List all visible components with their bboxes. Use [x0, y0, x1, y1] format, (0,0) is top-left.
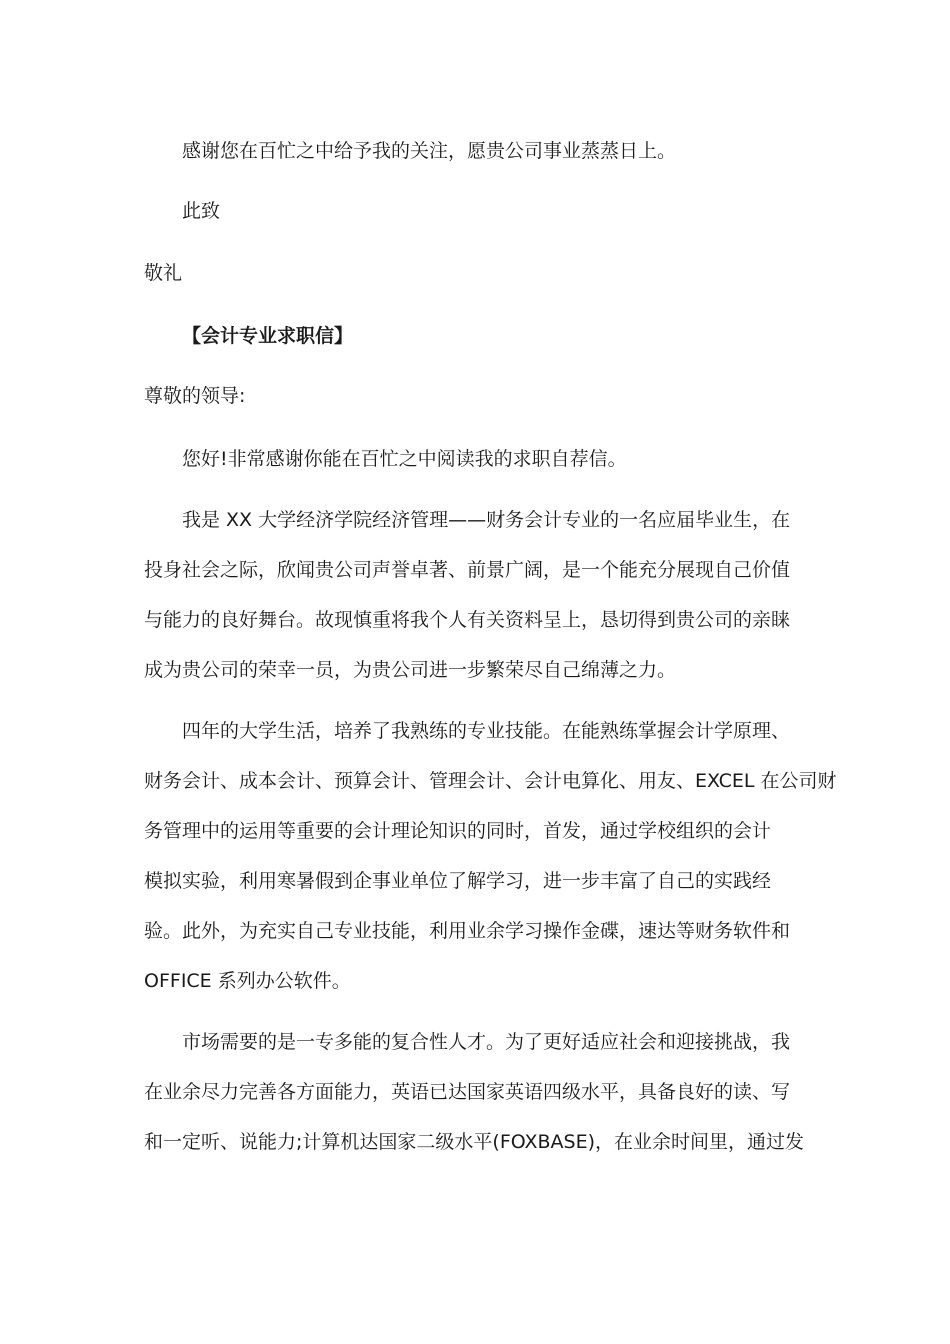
paragraph-2-line: 四年的大学生活，培养了我熟练的专业技能。在能熟练掌握会计学原理、 [182, 720, 791, 742]
paragraph-3-line: 和一定听、说能力;计算机达国家二级水平(FOXBASE)，在业余时间里，通过发 [144, 1131, 805, 1153]
greeting-line: 您好!非常感谢你能在百忙之中阅读我的求职自荐信。 [182, 448, 627, 470]
salutation: 尊敬的领导: [144, 385, 246, 407]
closing-cizhi: 此致 [182, 200, 221, 222]
paragraph-1-line: 与能力的良好舞台。故现慎重将我个人有关资料呈上，恳切得到贵公司的亲睐 [144, 609, 791, 631]
paragraph-1-line: 我是 XX 大学经济学院经济管理——财务会计专业的一名应届毕业生，在 [182, 509, 791, 531]
paragraph-3-line: 市场需要的是一专多能的复合性人才。为了更好适应社会和迎接挑战，我 [182, 1031, 791, 1053]
paragraph-2-line: 务管理中的运用等重要的会计理论知识的同时，首发，通过学校组织的会计 [144, 820, 772, 842]
closing-jingli: 敬礼 [144, 262, 183, 284]
closing-thanks-line: 感谢您在百忙之中给予我的关注，愿贵公司事业蒸蒸日上。 [182, 140, 677, 162]
paragraph-2-line: 模拟实验，利用寒暑假到企事业单位了解学习，进一步丰富了自己的实践经 [144, 870, 772, 892]
paragraph-1-line: 成为贵公司的荣幸一员，为贵公司进一步繁荣尽自己绵薄之力。 [144, 659, 677, 681]
paragraph-2-line: OFFICE 系列办公软件。 [144, 970, 351, 992]
paragraph-3-line: 在业余尽力完善各方面能力，英语已达国家英语四级水平，具备良好的读、写 [144, 1081, 791, 1103]
paragraph-2-line: 财务会计、成本会计、预算会计、管理会计、会计电算化、用友、EXCEL 在公司财 [144, 770, 837, 792]
paragraph-2-line: 验。此外，为充实自己专业技能，利用业余学习操作金碟，速达等财务软件和 [144, 920, 791, 942]
paragraph-1-line: 投身社会之际，欣闻贵公司声誉卓著、前景广阔，是一个能充分展现自己价值 [144, 559, 791, 581]
section-title: 【会计专业求职信】 [182, 325, 354, 347]
